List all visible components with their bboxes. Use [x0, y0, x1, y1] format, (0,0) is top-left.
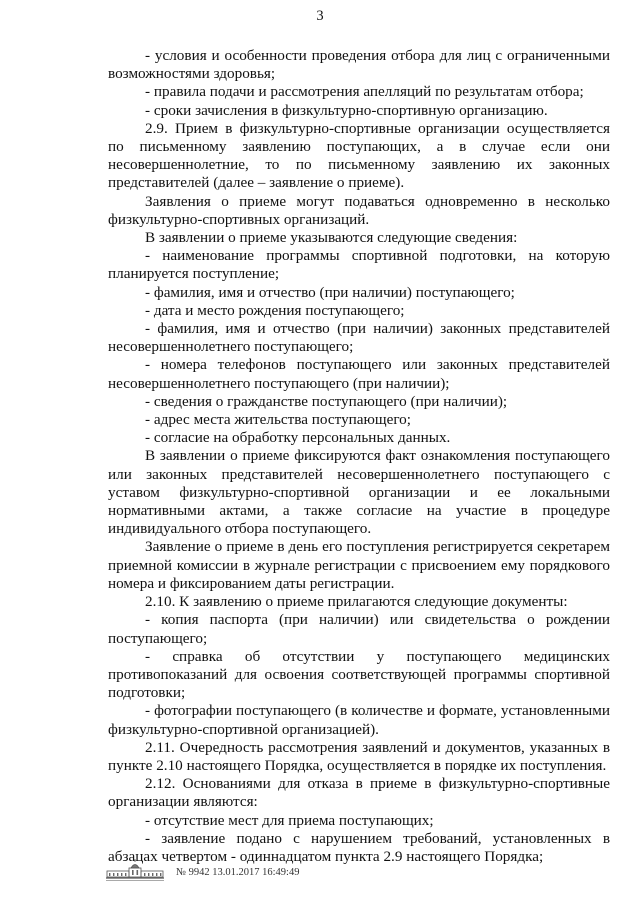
- paragraph: - номера телефонов поступающего или законных представителей несовершеннолетнего поступающего (при наличии);: [108, 356, 610, 392]
- paragraph: - фамилия, имя и отчество (при наличии) законных представителей несовершеннолетнего поступающего;: [108, 320, 610, 356]
- paragraph: - сроки зачисления в физкультурно-спортивную организацию.: [145, 101, 548, 119]
- paragraph: - условия и особенности проведения отбора для лиц с ограниченными возможностями здоровья;: [108, 47, 610, 83]
- paragraph: 2.12. Основаниями для отказа в приеме в физкультурно-спортивные организации являются:: [108, 775, 610, 811]
- paragraph: - справка об отсутствии у поступающего медицинских противопоказаний для освоения соответствующей программы спортивной подготовки;: [108, 647, 610, 702]
- paragraph: - дата и место рождения поступающего;: [145, 301, 405, 319]
- paragraph: 2.9. Прием в физкультурно-спортивные организации осуществляется по письменному заявлению поступающих, а в случае если они несовершеннолетние, то по письменному заявлению их законных представителей (далее – заявление о приеме).: [108, 119, 610, 192]
- paragraph: В заявлении о приеме указываются следующие сведения:: [145, 229, 518, 247]
- paragraph: - адрес места жительства поступающего;: [145, 411, 411, 429]
- kremlin-building-logo-icon: [104, 858, 166, 882]
- paragraph: - копия паспорта (при наличии) или свидетельства о рождении поступающего;: [108, 611, 610, 647]
- paragraph: - сведения о гражданстве поступающего (при наличии);: [145, 392, 508, 410]
- document-body: [108, 47, 610, 866]
- paragraph: - согласие на обработку персональных данных.: [145, 429, 451, 447]
- paragraph: Заявление о приеме в день его поступления регистрируется секретарем приемной комиссии в журнале регистрации с присвоением ему порядкового номера и фиксированием даты регистрации.: [108, 538, 610, 592]
- paragraph: - фотографии поступающего (в количестве и формате, установленными физкультурно-спортивной организацией).: [108, 702, 610, 738]
- paragraph: Заявления о приеме могут подаваться одновременно в несколько физкультурно-спортивных организаций.: [108, 192, 610, 228]
- document-footer: [104, 858, 299, 882]
- paragraph: 2.10. К заявлению о приеме прилагаются следующие документы:: [145, 593, 568, 611]
- document-stamp-text: № 9942 13.01.2017 16:49:49: [176, 866, 300, 878]
- paragraph: - наименование программы спортивной подготовки, на которую планируется поступление;: [108, 247, 610, 283]
- page-number: 3: [316, 8, 324, 24]
- paragraph: - фамилия, имя и отчество (при наличии) поступающего;: [145, 283, 515, 301]
- paragraph: - отсутствие мест для приема поступающих;: [145, 811, 434, 829]
- paragraph: В заявлении о приеме фиксируются факт ознакомления поступающего или законных представителей несовершеннолетнего поступающего с уставом физкультурно-спортивной организации и ее локальными нормативными актами, а также согласие на участие в процедуре индивидуального отбора поступающего.: [108, 447, 610, 538]
- paragraph: 2.11. Очередность рассмотрения заявлений и документов, указанных в пункте 2.10 настоящего Порядка, осуществляется в порядке их поступления.: [108, 738, 610, 774]
- paragraph: - заявление подано с нарушением требований, установленных в абзацах четвертом - одиннадцатом пункта 2.9 настоящего Порядка;: [108, 829, 610, 865]
- paragraph: - правила подачи и рассмотрения апелляций по результатам отбора;: [145, 83, 584, 101]
